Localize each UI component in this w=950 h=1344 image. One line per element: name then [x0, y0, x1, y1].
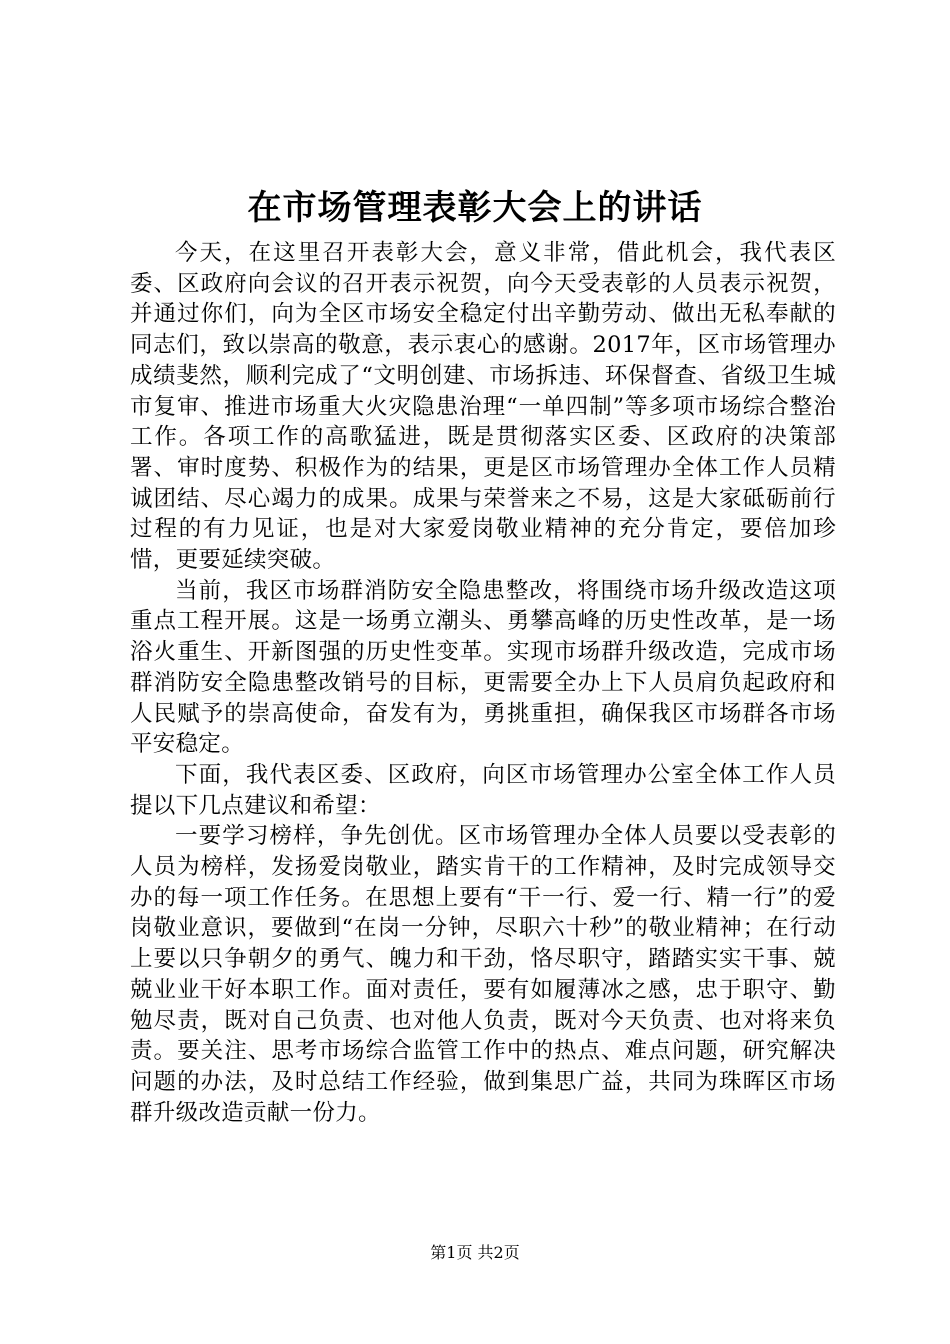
paragraph-current-situation: 当前，我区市场群消防安全隐患整改，将围绕市场升级改造这项重点工程开展。这是一场勇立潮头、勇攀高峰的历史性改革，是一场浴火重生、开新图强的历史性变革。实现市场群升级改造，完成市场群消防安全隐患整改销号的目标，更需要全办上下人员肩负起政府和人民赋予的崇高使命，奋发有为，勇挑重担，确保我区市场群各市场平安稳定。: [130, 577, 836, 758]
paragraph-learn-from-models: 一要学习榜样，争先创优。区市场管理办全体人员要以受表彰的人员为榜样，发扬爱岗敬业，踏实肯干的工作精神，及时完成领导交办的每一项工作任务。在思想上要有“干一行、爱一行、精一行”的爱岗敬业意识，要做到“在岗一分钟，尽职六十秒”的敬业精神；在行动上要以只争朝夕的勇气、魄力和干劲，恪尽职守，踏踏实实干事、兢兢业业干好本职工作。面对责任，要有如履薄冰之感，忠于职守、勤勉尽责，既对自己负责、也对他人负责，既对今天负责、也对将来负责。要关注、思考市场综合监管工作中的热点、难点问题，研究解决问题的办法，及时总结工作经验，做到集思广益，共同为珠晖区市场群升级改造贡献一份力。: [130, 823, 836, 1126]
document-title: 在市场管理表彰大会上的讲话: [247, 188, 703, 228]
paragraph-suggestions-intro: 下面，我代表区委、区政府，向区市场管理办公室全体工作人员提以下几点建议和希望：: [130, 761, 836, 819]
page-footer: 第1页 共2页: [430, 1243, 520, 1262]
paragraph-opening: 今天，在这里召开表彰大会，意义非常，借此机会，我代表区委、区政府向会议的召开表示祝贺，向今天受表彰的人员表示祝贺，并通过你们，向为全区市场安全稳定付出辛勤劳动、做出无私奉献的同志们，致以崇高的敬意，表示衷心的感谢。2017年，区市场管理办成绩斐然，顺利完成了“文明创建、市场拆违、环保督查、省级卫生城市复审、推进市场重大火灾隐患治理“一单四制”等多项市场综合整治工作。各项工作的高歌猛进，既是贯彻落实区委、区政府的决策部署、审时度势、积极作为的结果，更是区市场管理办全体工作人员精诚团结、尽心竭力的成果。成果与荣誉来之不易，这是大家砥砺前行过程的有力见证，也是对大家爱岗敬业精神的充分肯定，要倍加珍惜，更要延续突破。: [130, 240, 836, 574]
document-body: [130, 238, 836, 1128]
